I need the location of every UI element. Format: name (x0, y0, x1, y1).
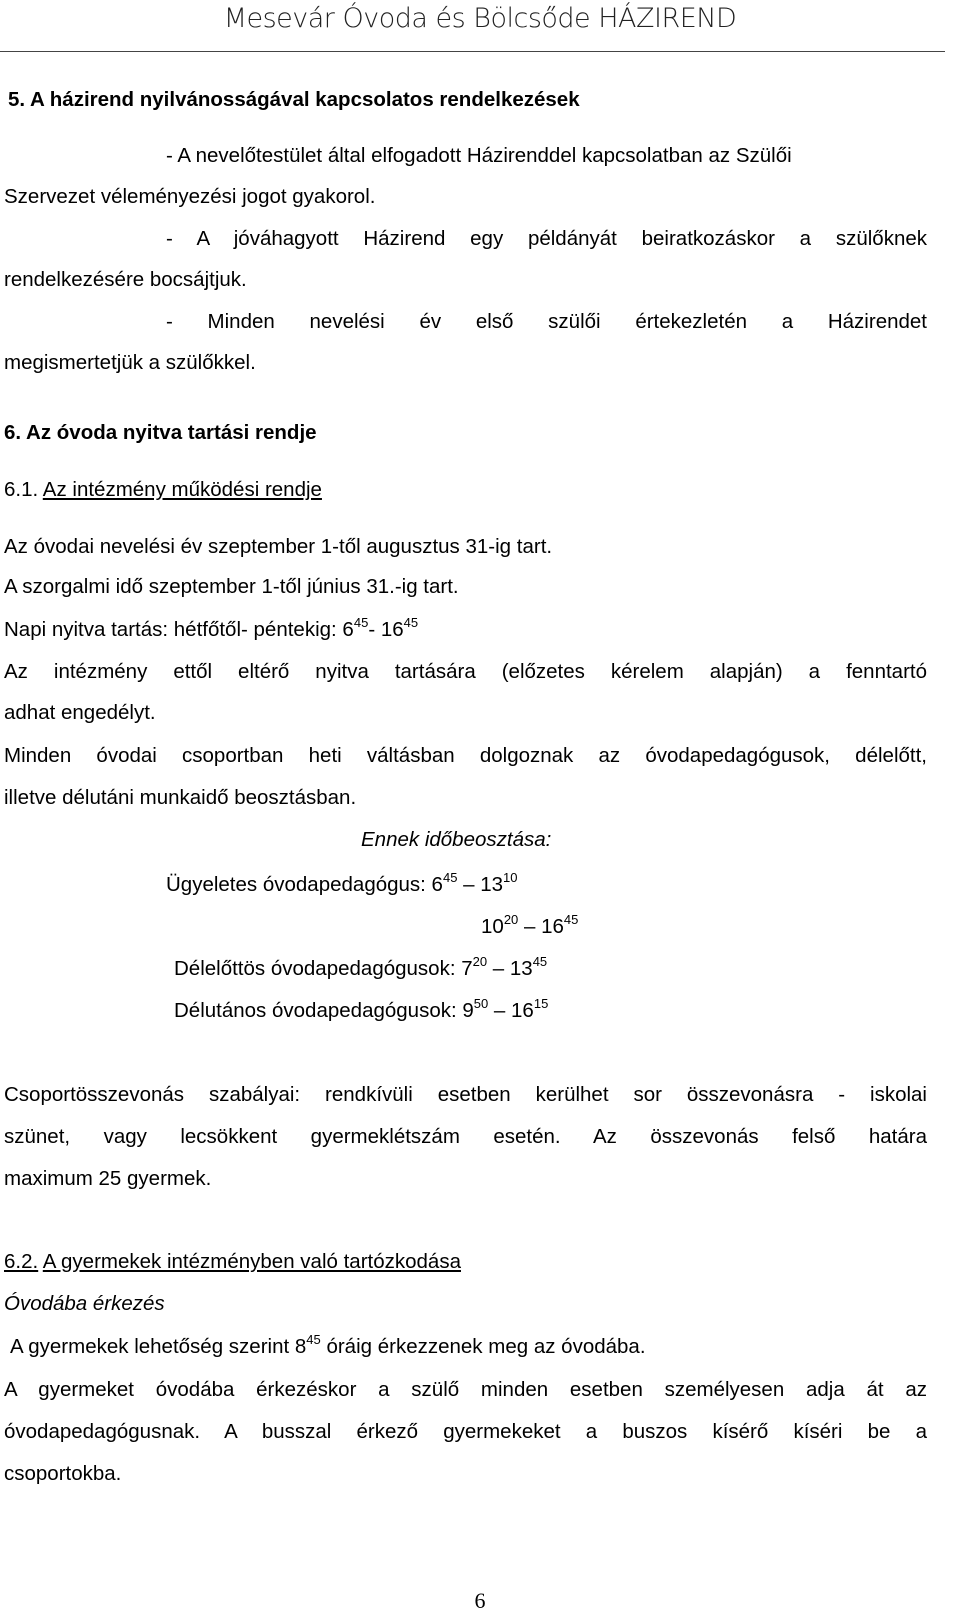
section-5-p2-line1: - A jóváhagyott Házirend egy példányát beiratkozáskor a szülőknek (166, 227, 927, 250)
merge-rules-line2: szünet, vagy lecsökkent gyermeklétszám esetén. Az összevonás felső határa (4, 1125, 927, 1148)
opening-hours-line (4, 615, 419, 642)
schedule-label: Ügyeletes óvodapedagógus: 6 (166, 873, 443, 896)
arrival-text: A gyermekek lehetőség szerint 8 (10, 1335, 307, 1358)
school-year-line: Az óvodai nevelési év szeptember 1-től augusztus 31-ig tart. (4, 535, 553, 558)
section-5-heading: 5. A házirend nyilvánosságával kapcsolatos rendelkezések (8, 88, 580, 111)
schedule-title: Ennek időbeosztása: (361, 828, 552, 851)
schedule-label: Délelőttös óvodapedagógusok: 7 (174, 957, 473, 980)
subsection-6-2-heading (4, 1250, 461, 1274)
opening-end-hour: - 16 (368, 618, 404, 641)
arrival-title: Óvodába érkezés (4, 1292, 165, 1315)
section-5-p1-line2: Szervezet véleményezési jogot gyakorol. (4, 185, 376, 208)
section-5-p3-line2: megismertetjük a szülőkkel. (4, 351, 256, 374)
subsection-6-2-title: A gyermekek intézményben való tartózkodása (42, 1250, 461, 1273)
schedule-end-hour: – 13 (457, 873, 504, 896)
schedule-end-minutes: 45 (532, 954, 548, 969)
header-rule (0, 51, 945, 52)
schedule-start-minutes: 20 (503, 912, 519, 927)
subsection-6-2-number: 6.2. (4, 1250, 39, 1273)
schedule-row (174, 954, 548, 981)
schedule-end-minutes: 10 (503, 870, 518, 885)
shift-line2: illetve délutáni munkaidő beosztásban. (4, 786, 357, 809)
schedule-end-hour: – 16 (488, 999, 534, 1022)
schedule-start-minutes: 45 (442, 870, 458, 885)
section-5-p2-line2: rendelkezésére bocsájtjuk. (4, 268, 247, 291)
schedule-start-minutes: 20 (472, 954, 488, 969)
schedule-row (174, 996, 549, 1023)
schedule-label: Délutános óvodapedagógusok: 9 (174, 999, 474, 1022)
shift-line1: Minden óvodai csoportban heti váltásban dolgoznak az óvodapedagógusok, délelőtt, (4, 744, 927, 767)
arrival-line (10, 1332, 646, 1359)
merge-rules-line1: Csoportösszevonás szabályai: rendkívüli esetben kerülhet sor összevonásra - iskolai (4, 1083, 927, 1106)
merge-rules-line3: maximum 25 gyermek. (4, 1167, 212, 1190)
section-5-p3-line1: - Minden nevelési év első szülői értekezletén a Házirendet (166, 310, 927, 333)
opening-start-minutes: 45 (353, 615, 369, 630)
arrival-text-end: óráig érkezzenek meg az óvodába. (320, 1335, 646, 1358)
subsection-6-1-heading (4, 478, 322, 502)
page-number: 6 (474, 1588, 486, 1613)
schedule-row (166, 870, 518, 897)
handover-line3: csoportokba. (4, 1462, 122, 1485)
schedule-end-minutes: 15 (533, 996, 549, 1011)
arrival-minutes: 45 (306, 1332, 321, 1347)
schedule-end-hour: – 13 (487, 957, 533, 980)
subsection-6-1-number: 6.1. (4, 478, 39, 501)
schedule-start-minutes: 50 (473, 996, 489, 1011)
schedule-end-hour: – 16 (518, 915, 564, 938)
schedule-label: 10 (481, 915, 504, 938)
document-header: Mesevár Óvoda és Bölcsőde HÁZIREND (223, 3, 737, 34)
opening-end-minutes: 45 (403, 615, 419, 630)
schedule-row (481, 912, 579, 939)
handover-line2: óvodapedagógusnak. A busszal érkező gyermekeket a buszos kísérő kíséri be a (4, 1420, 927, 1443)
subsection-6-1-title: Az intézmény működési rendje (42, 478, 322, 501)
other-hours-line1: Az intézmény ettől eltérő nyitva tartására (előzetes kérelem alapján) a fenntartó (4, 660, 927, 683)
section-6-heading: 6. Az óvoda nyitva tartási rendje (4, 421, 317, 444)
term-line: A szorgalmi idő szeptember 1-től június 31.-ig tart. (4, 575, 459, 598)
section-5-p1-line1: - A nevelőtestület által elfogadott Házirenddel kapcsolatban az Szülői (166, 144, 792, 167)
schedule-end-minutes: 45 (563, 912, 579, 927)
other-hours-line2: adhat engedélyt. (4, 701, 156, 724)
opening-hours-label: Napi nyitva tartás: hétfőtől- péntekig: 6 (4, 618, 354, 641)
handover-line1: A gyermeket óvodába érkezéskor a szülő minden esetben személyesen adja át az (4, 1378, 927, 1401)
